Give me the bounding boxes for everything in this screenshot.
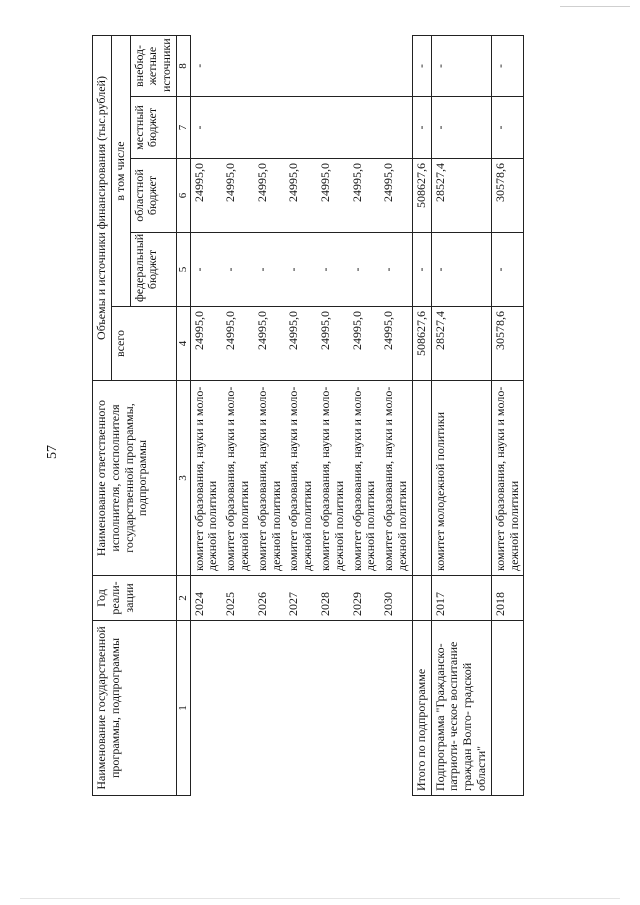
row-regional-cell: 24995,0 [349,159,381,233]
row-local-cell: - [412,97,431,159]
row-local-cell [349,97,381,159]
row-federal-cell: - [317,233,349,307]
row-regional-cell: 24995,0 [254,159,286,233]
row-year-cell: 2018 [491,576,524,621]
column-number: 6 [176,159,190,233]
column-number: 8 [176,35,190,96]
row-regional-cell: 24995,0 [190,159,222,233]
row-executor-cell: комитет молодежной политики [431,381,491,576]
financing-table-container [92,36,632,796]
table-row [380,35,412,795]
row-executor-cell: комитет образования, науки и моло- дежной политики [254,381,286,576]
row-total-cell: 24995,0 [190,307,222,381]
header-total: всего [111,307,176,381]
header-extrabudget: внебюд- жетные источники [130,35,176,96]
column-number: 1 [176,621,190,796]
header-executor: Наименование ответственного исполнителя, соисполнителя государственной программы, подпрограммы [93,381,177,576]
scan-artifact-top [560,6,630,7]
row-local-cell: - [431,97,491,159]
row-extrabudget-cell [349,35,381,96]
row-regional-cell: 30578,6 [491,159,524,233]
row-total-cell: 24995,0 [285,307,317,381]
row-federal-cell: - [222,233,254,307]
page-number: 57 [45,445,60,459]
row-total-cell: 508627,6 [412,307,431,381]
row-year-cell: 2026 [254,576,286,621]
row-program-cell [190,621,222,796]
row-extrabudget-cell [254,35,286,96]
row-executor-cell: комитет образования, науки и моло- дежной политики [349,381,381,576]
row-local-cell [222,97,254,159]
scan-artifact-bottom [20,898,620,899]
header-including: в том числе [111,35,130,306]
row-year-cell: 2027 [285,576,317,621]
row-program-cell: Подпрограмма "Гражданско-патриоти- ческое воспитание граждан Волго- градской области" [431,621,491,796]
row-federal-cell: - [380,233,412,307]
row-executor-cell: комитет образования, науки и моло- дежной политики [285,381,317,576]
row-local-cell: - [491,97,524,159]
row-total-cell: 24995,0 [317,307,349,381]
row-extrabudget-cell: - [412,35,431,96]
row-total-cell: 24995,0 [222,307,254,381]
row-regional-cell: 24995,0 [222,159,254,233]
row-extrabudget-cell: - [431,35,491,96]
row-federal-cell: - [190,233,222,307]
column-number: 7 [176,97,190,159]
table-row [254,35,286,795]
rotated-page-area [92,36,632,796]
row-year-cell: 2017 [431,576,491,621]
row-local-cell [380,97,412,159]
row-total-cell: 24995,0 [349,307,381,381]
row-federal-cell: - [254,233,286,307]
table-row [431,35,491,795]
row-executor-cell [412,381,431,576]
row-year-cell: 2028 [317,576,349,621]
row-total-cell: 24995,0 [380,307,412,381]
header-federal: федеральный бюджет [130,233,176,307]
column-number: 2 [176,576,190,621]
row-program-cell [317,621,349,796]
table-row [491,35,524,795]
row-federal-cell: - [431,233,491,307]
header-financing: Объемы и источники финансирования (тыс.рублей) [93,35,112,380]
row-extrabudget-cell [285,35,317,96]
row-regional-cell: 28527,4 [431,159,491,233]
table-row [317,35,349,795]
row-extrabudget-cell [317,35,349,96]
row-total-cell: 24995,0 [254,307,286,381]
row-regional-cell: 24995,0 [317,159,349,233]
financing-table [92,35,524,796]
table-row [349,35,381,795]
table-row [285,35,317,795]
row-extrabudget-cell [222,35,254,96]
row-executor-cell: комитет образования, науки и моло- дежной политики [317,381,349,576]
row-executor-cell: комитет образования, науки и моло- дежной политики [491,381,524,576]
row-program-cell [380,621,412,796]
row-year-cell: 2024 [190,576,222,621]
row-regional-cell: 24995,0 [380,159,412,233]
row-year-cell: 2025 [222,576,254,621]
row-executor-cell: комитет образования, науки и моло- дежной политики [190,381,222,576]
row-regional-cell: 508627,6 [412,159,431,233]
row-extrabudget-cell: - [491,35,524,96]
table-row [222,35,254,795]
column-number: 4 [176,307,190,381]
row-federal-cell: - [285,233,317,307]
row-total-cell: 30578,6 [491,307,524,381]
header-program: Наименование государственной программы, подпрограммы [93,621,177,796]
row-program-cell [349,621,381,796]
table-row [190,35,222,795]
row-local-cell [285,97,317,159]
column-number: 5 [176,233,190,307]
row-program-cell: Итого по подпрограмме [412,621,431,796]
header-local: местный бюджет [130,97,176,159]
row-extrabudget-cell: - [190,35,222,96]
row-year-cell: 2030 [380,576,412,621]
row-federal-cell: - [349,233,381,307]
row-program-cell [254,621,286,796]
header-regional: областной бюджет [130,159,176,233]
row-federal-cell: - [412,233,431,307]
row-program-cell [285,621,317,796]
row-federal-cell: - [491,233,524,307]
header-year: Год реали- зации [93,576,177,621]
row-extrabudget-cell [380,35,412,96]
row-total-cell: 28527,4 [431,307,491,381]
row-regional-cell: 24995,0 [285,159,317,233]
row-program-cell [491,621,524,796]
column-number-row [176,35,190,795]
row-executor-cell: комитет образования, науки и моло- дежной политики [222,381,254,576]
row-local-cell [254,97,286,159]
row-program-cell [222,621,254,796]
column-number: 3 [176,381,190,576]
table-row [412,35,431,795]
row-executor-cell: комитет образования, науки и моло- дежной политики [380,381,412,576]
header-row-1 [93,35,112,795]
row-year-cell [412,576,431,621]
row-year-cell: 2029 [349,576,381,621]
table-body [190,35,524,795]
row-local-cell: - [190,97,222,159]
row-local-cell [317,97,349,159]
